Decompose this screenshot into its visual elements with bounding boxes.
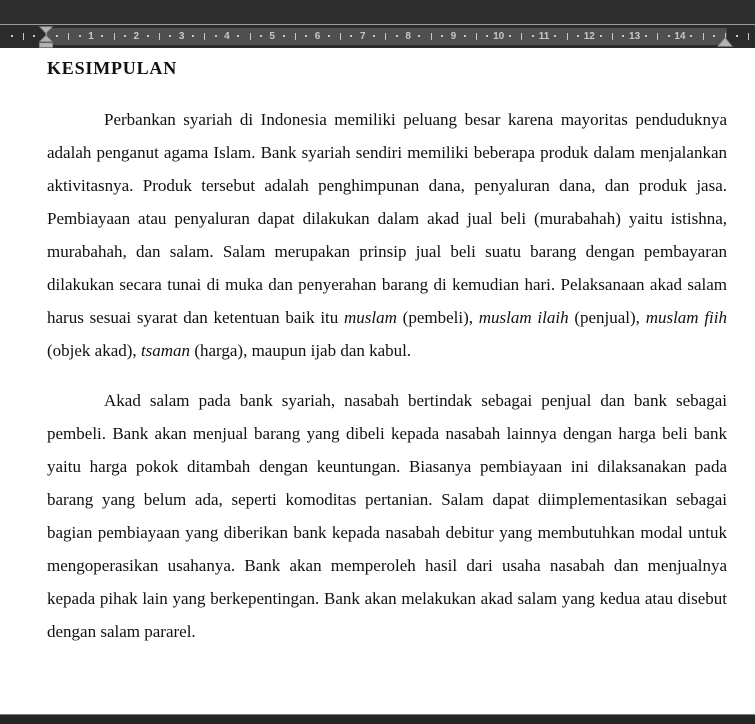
ruler-tick [385,33,386,40]
ruler-tick [33,35,35,37]
ruler-tick [441,35,443,37]
ruler-tick [476,33,477,40]
text-run: (pembeli), [396,308,479,327]
ruler-tick [703,33,704,40]
ruler-tick [612,33,613,40]
ruler-tick: 3 [178,31,185,42]
ruler-tick: 10 [493,31,505,42]
right-indent-marker[interactable] [717,37,733,47]
ruler-tick [509,35,511,37]
ruler-tick [250,33,251,40]
ruler-tick [295,33,296,40]
left-indent-markers[interactable] [38,26,54,48]
text-run: (objek akad), [47,341,141,360]
ruler-tick: 5 [269,31,275,42]
ruler-tick [418,35,420,37]
text-run: Akad salam pada bank syariah, nasabah bertindak sebagai penjual dan bank sebagai pembeli. Bank akan menjual barang yang dibeli kepada nasabah lainnya dengan harga beli bank yaitu harga pokok ditambah dengan keuntungan. Biasanya pembiayaan ini dilaksanakan pada barang yang belum ada, seperti komoditas pertanian. Salam dapat diimplementasikan sebagai bagian pembiayaan yang diberikan bank kepada nasabah debitur yang membutuhkan modal untuk mengoperasikan usahanya. Bank akan memperoleh hasil dari usaha nasabah dan menjualnya kepada pihak lain yang berkepentingan. Bank akan melakukan akad salam yang kedua atau disebut dengan salam pararel. [47,391,727,641]
text-run: Perbankan syariah di Indonesia memiliki peluang besar karena mayoritas penduduknya adalah penganut agama Islam. Bank syariah sendiri memiliki beberapa produk dalam menjalankan aktivitasnya. Produk tersebut adalah penghimpunan dana, penyaluran dana, dan produk jasa. Pembiayaan atau penyaluran dapat dilakukan dalam akad jual beli (murabahah) yaitu istishna, murabahah, dan salam. Salam merupakan prinsip jual beli suatu barang dengan pembayaran dilakukan secara tunai di muka dan penyerahan barang di kemudian hari. Pelaksanaan akad salam harus sesuai syarat dan ketentuan baik itu [47,110,727,327]
ruler-tick [169,35,171,37]
ruler-tick [147,35,149,37]
ruler-tick [431,33,432,40]
ruler-tick [622,35,624,37]
ruler-tick: 7 [360,31,366,42]
ruler-tick: 1 [88,31,94,42]
ruler-tick [396,35,398,37]
ruler-tick [577,35,579,37]
ruler-tick [328,35,330,37]
ruler-tick: 12 [583,31,595,42]
ruler-tick: 4 [224,31,230,42]
right-indent-triangle[interactable] [718,38,733,47]
ruler-tick: 14 [674,31,686,42]
left-indent-box-marker[interactable] [39,43,52,48]
document-page[interactable] [0,48,755,714]
ruler-tick [237,35,239,37]
text-run: muslam [344,308,397,327]
ruler-tick: 2 [133,31,140,42]
ruler-tick [736,35,738,37]
ruler-tick [56,35,58,37]
text-run: muslam ilaih [478,308,569,327]
ruler-tick [668,35,670,37]
ruler-ticks [0,25,755,48]
ruler-tick: 6 [314,31,321,42]
ruler-tick [204,33,205,40]
text-run: (penjual), [568,308,646,327]
ruler-tick [690,35,692,37]
ruler-tick [532,35,534,37]
ruler-tick [645,35,647,37]
ruler-tick [657,33,658,40]
ruler-tick [340,33,341,40]
ruler-tick [305,35,307,37]
ruler-tick [554,35,556,37]
ruler-tick [215,35,217,37]
ruler-tick [567,33,568,40]
ruler-tick [373,35,375,37]
first-line-indent-marker[interactable] [39,26,52,33]
ruler-tick [68,33,69,40]
ruler-tick [713,35,715,37]
ruler-tick [600,35,602,37]
ruler-tick [124,35,126,37]
ruler-tick [486,35,488,37]
ruler-tick: 13 [629,31,641,42]
ruler-tick [283,35,285,37]
ruler-tick [114,33,115,40]
text-run: tsaman [140,341,191,360]
toolbar-strip [0,0,755,25]
ruler-tick [260,35,262,37]
hanging-indent-marker[interactable] [39,35,52,42]
ruler-tick [350,35,352,37]
document-heading[interactable]: KESIMPULAN [47,58,178,78]
status-bar [0,714,755,724]
text-run: muslam fiih [645,308,727,327]
ruler-tick [748,33,749,40]
ruler-tick: 11 [538,31,550,42]
ruler-tick: 9 [450,31,457,42]
ruler-tick [159,33,160,40]
ruler-tick [192,35,194,37]
ruler-tick [101,35,103,37]
ruler-tick [464,35,466,37]
text-run: (harga), maupun ijab dan kabul. [190,341,412,360]
ruler-tick: 8 [405,31,411,42]
ruler-tick [79,35,81,37]
paragraph-1[interactable] [47,103,727,367]
ruler-tick [521,33,522,40]
paragraph-2[interactable] [47,384,727,648]
ruler-tick [11,35,13,37]
horizontal-ruler[interactable] [0,25,755,48]
ruler-tick [23,33,24,40]
